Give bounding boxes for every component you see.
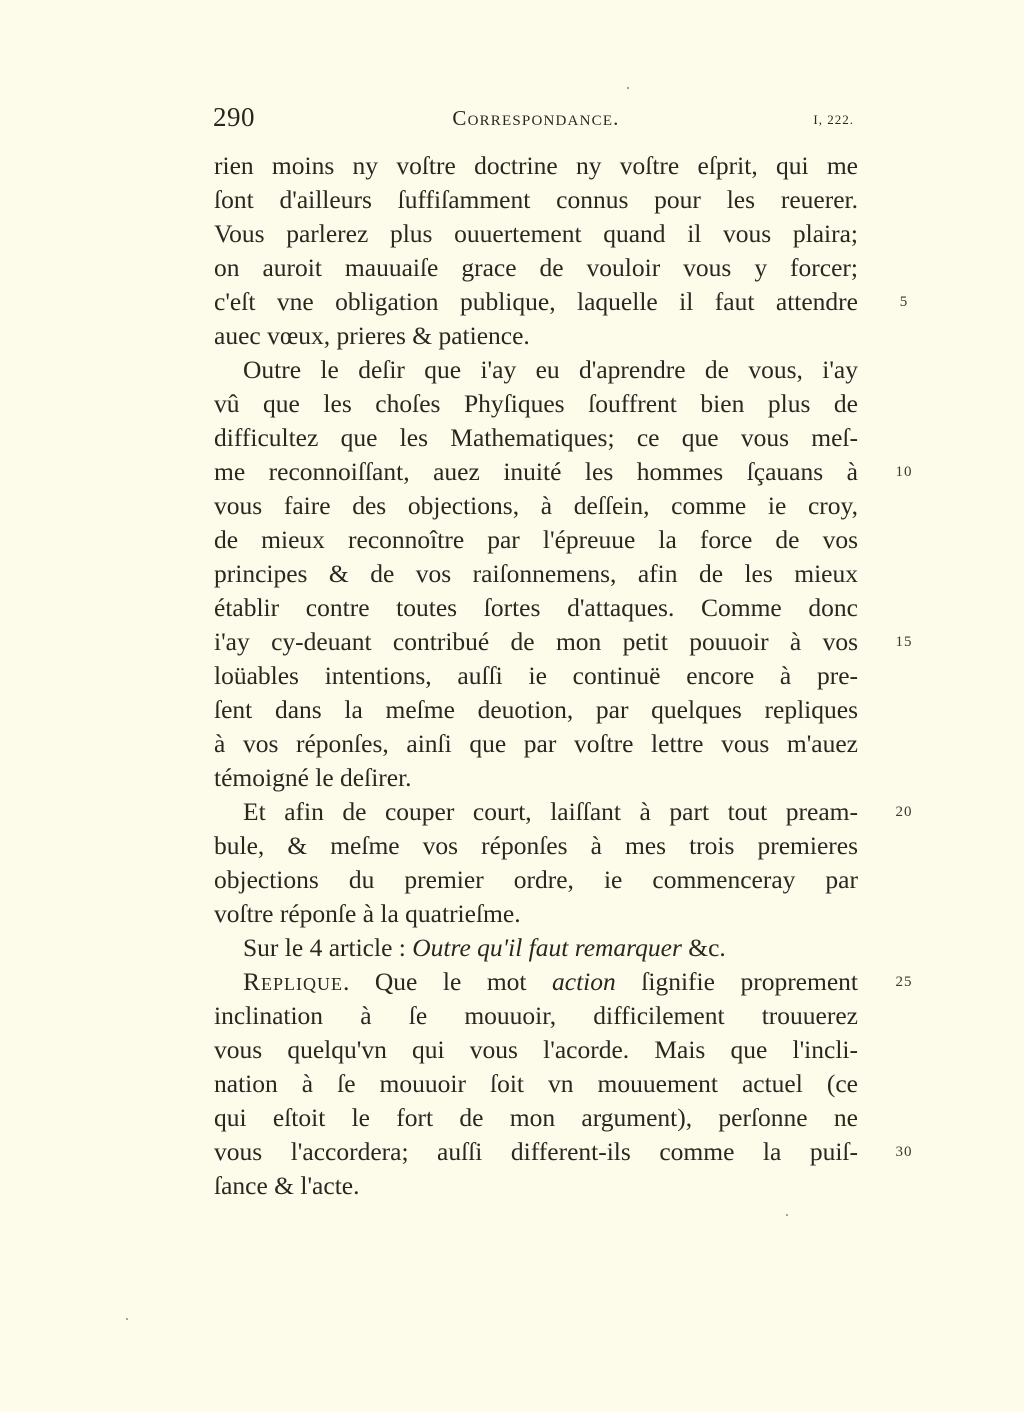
line-text: Vous parlerez plus ouuertement quand il vous plaira;	[214, 219, 858, 248]
page-header	[213, 102, 859, 136]
line-text: vous faire des objections, à deſſein, comme ie croy,	[214, 491, 858, 520]
edition-reference: I, 222.	[813, 112, 854, 127]
text-line	[214, 829, 858, 863]
line-text: ſent dans la meſme deuotion, par quelques repliques	[214, 695, 858, 724]
line-text: bule, & meſme vos réponſes à mes trois premieres	[214, 831, 858, 860]
text-line	[214, 557, 858, 591]
line-text: qui eſtoit le fort de mon argument), perſonne ne	[214, 1103, 858, 1132]
paper-speck	[126, 1318, 128, 1320]
body-text	[214, 149, 913, 1203]
text-line	[214, 421, 858, 455]
text-line	[214, 489, 858, 523]
text-line	[214, 727, 858, 761]
line-text: ſance & l'acte.	[214, 1171, 360, 1200]
text-line	[214, 455, 913, 489]
line-text: Et afin de couper court, laiſſant à part tout pream-	[243, 797, 858, 826]
text-line	[214, 761, 858, 795]
paper-speck	[627, 87, 629, 89]
line-number: 20	[895, 804, 913, 820]
line-text: Sur le 4 article :	[243, 933, 413, 962]
line-text: loüables intentions, auſſi ie continuë encore à pre-	[214, 661, 858, 690]
line-text: Outre le deſir que i'ay eu d'aprendre de vous, i'ay	[243, 355, 858, 384]
line-text: me reconnoiſſant, auez inuité les hommes ſçauans à	[214, 457, 858, 486]
line-text: inclination à ſe mouuoir, difficilement trouuerez	[214, 1001, 858, 1030]
line-text: rien moins ny voſtre doctrine ny voſtre eſprit, qui me	[214, 151, 858, 180]
running-title: Correspondance.	[452, 106, 620, 130]
text-line	[214, 523, 858, 557]
text-line	[214, 1169, 858, 1203]
text-line	[214, 183, 858, 217]
line-text: vous l'accordera; auſſi different-ils comme la puiſ-	[214, 1137, 858, 1166]
line-text: principes & de vos raiſonnemens, afin de les mieux	[214, 559, 858, 588]
line-text: nation à ſe mouuoir ſoit vn mouuement actuel (ce	[214, 1069, 858, 1098]
line-text: vous quelqu'vn qui vous l'acorde. Mais que l'incli-	[214, 1035, 858, 1064]
text-line	[214, 149, 858, 183]
line-text: on auroit mauuaiſe grace de vouloir vous y forcer;	[214, 253, 858, 282]
text-line	[214, 1067, 858, 1101]
text-line	[214, 217, 858, 251]
line-text: i'ay cy-deuant contribué de mon petit pouuoir à vos	[214, 627, 858, 656]
line-text: c'eſt vne obligation publique, laquelle il faut attendre	[214, 287, 858, 316]
line-number: 25	[895, 974, 913, 990]
text-line	[214, 1135, 913, 1169]
text-line	[214, 897, 858, 931]
line-text: ſignifie proprement	[615, 967, 858, 996]
text-line	[214, 285, 909, 319]
line-text: auec vœux, prieres & patience.	[214, 321, 530, 350]
line-number: 15	[895, 634, 913, 650]
line-number: 10	[895, 464, 913, 480]
text-line	[214, 625, 913, 659]
text-line	[214, 387, 858, 421]
paper-speck	[786, 1214, 788, 1216]
line-text: &c.	[681, 933, 726, 962]
text-line	[214, 659, 858, 693]
text-line	[214, 999, 858, 1033]
text-line	[214, 1033, 858, 1067]
line-text: de mieux reconnoître par l'épreuue la force de vos	[214, 525, 858, 554]
emphasized-word: action	[552, 967, 616, 996]
line-text: difficultez que les Mathematiques; ce que vous meſ-	[214, 423, 858, 452]
text-line	[214, 591, 858, 625]
line-text: vû que les choſes Phyſiques ſouffrent bien plus de	[214, 389, 858, 418]
line-text: voſtre réponſe à la quatrieſme.	[214, 899, 521, 928]
text-line	[214, 863, 858, 897]
line-text: objections du premier ordre, ie commenceray par	[214, 865, 858, 894]
text-line	[214, 693, 858, 727]
text-line	[214, 1101, 858, 1135]
line-text: ſont d'ailleurs ſuffiſamment connus pour les reuerer.	[214, 185, 858, 214]
line-text: à vos réponſes, ainſi que par voſtre lettre vous m'auez	[214, 729, 858, 758]
line-text: témoigné le deſirer.	[214, 763, 412, 792]
text-line	[214, 353, 858, 387]
line-number: 5	[899, 294, 909, 310]
text-line	[214, 251, 858, 285]
replique-heading: Replique	[243, 967, 343, 996]
page-number: 290	[213, 102, 255, 132]
line-text: . Que le mot	[343, 967, 553, 996]
text-line	[214, 931, 858, 965]
quoted-incipit: Outre qu'il faut remarquer	[412, 933, 682, 962]
text-line	[214, 965, 913, 999]
line-number: 30	[895, 1144, 913, 1160]
text-line	[214, 319, 858, 353]
text-line	[214, 795, 913, 829]
line-text: établir contre toutes ſortes d'attaques. Comme donc	[214, 593, 858, 622]
